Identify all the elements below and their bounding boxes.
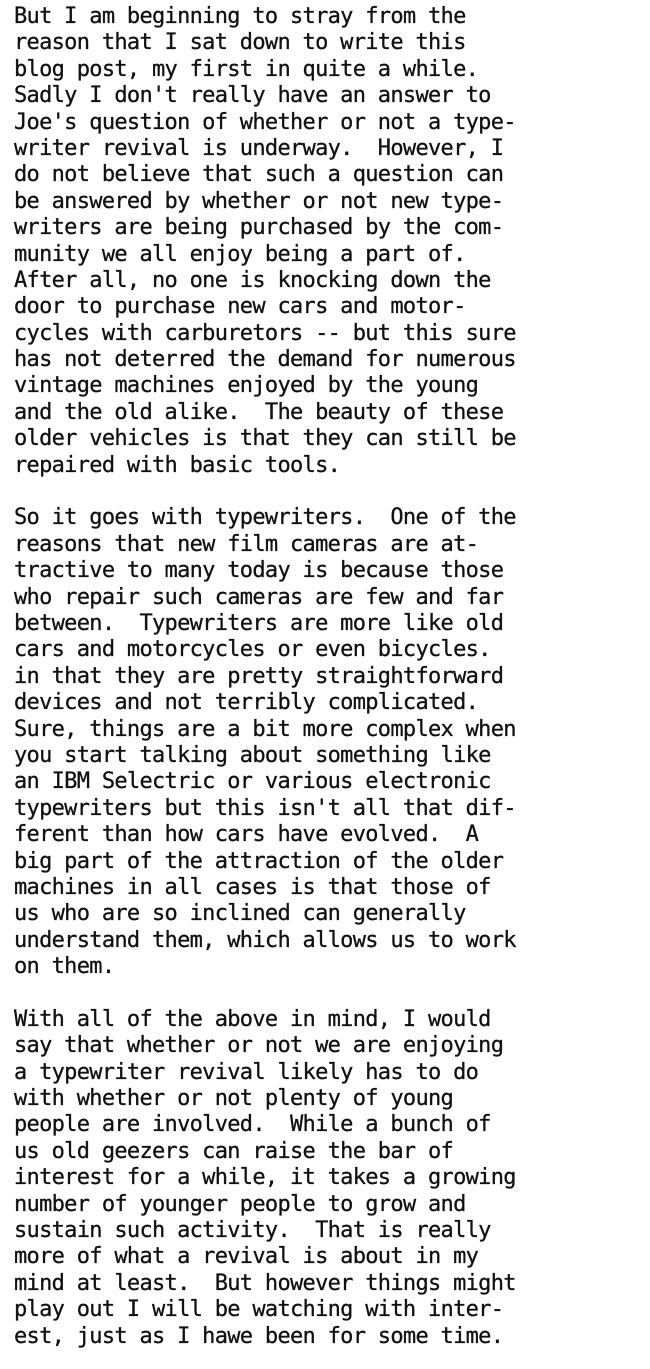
text-line: So it goes with typewriters. One of the <box>14 505 516 531</box>
text-line: reason that I sat down to write this <box>14 30 466 56</box>
text-line: door to purchase new cars and motor- <box>14 294 466 320</box>
text-line: interest for a while, it takes a growing <box>14 1165 516 1191</box>
text-line: cycles with carburetors -- but this sure <box>14 320 516 346</box>
text-line: machines in all cases is that those of <box>14 874 491 900</box>
typed-page <box>14 4 646 1350</box>
text-line: with whether or not plenty of young <box>14 1086 454 1112</box>
text-line: who repair such cameras are few and far <box>14 584 504 610</box>
text-line: est, just as I hawe been for some time. <box>14 1323 504 1349</box>
text-line: us who are so inclined can generally <box>14 901 466 927</box>
text-line: you start talking about something like <box>14 742 491 768</box>
paragraph-break <box>14 479 646 505</box>
text-line: between. Typewriters are more like old <box>14 610 504 636</box>
paragraph-3 <box>14 1007 646 1350</box>
text-line: on them. <box>14 954 115 980</box>
text-line: more of what a revival is about in my <box>14 1244 479 1270</box>
text-line: writers are being purchased by the com- <box>14 215 504 241</box>
text-line: number of younger people to grow and <box>14 1191 466 1217</box>
text-line: do not believe that such a question can <box>14 162 504 188</box>
text-line: be answered by whether or not new type- <box>14 188 504 214</box>
paragraph-break <box>14 980 646 1006</box>
text-line: repaired with basic tools. <box>14 452 341 478</box>
paragraph-2 <box>14 505 646 980</box>
text-line: sustain such activity. That is really <box>14 1217 491 1243</box>
text-line: an IBM Selectric or various electronic <box>14 769 491 795</box>
text-line: blog post, my first in quite a while. <box>14 56 479 82</box>
text-line: Joe's question of whether or not a type- <box>14 109 516 135</box>
text-line: But I am beginning to stray from the <box>14 4 466 29</box>
text-line: vintage machines enjoyed by the young <box>14 373 479 399</box>
text-line: cars and motorcycles or even bicycles. <box>14 637 491 663</box>
text-line: Sure, things are a bit more complex when <box>14 716 516 742</box>
text-line: writer revival is underway. However, I <box>14 135 504 161</box>
text-line: reasons that new film cameras are at- <box>14 531 479 557</box>
text-line: munity we all enjoy being a part of. <box>14 241 466 267</box>
text-line: mind at least. But however things might <box>14 1270 516 1296</box>
text-line: has not deterred the demand for numerous <box>14 347 516 373</box>
text-line: older vehicles is that they can still be <box>14 426 516 452</box>
text-line: and the old alike. The beauty of these <box>14 399 504 425</box>
text-line: say that whether or not we are enjoying <box>14 1033 504 1059</box>
text-line: people are involved. While a bunch of <box>14 1112 491 1138</box>
text-line: us old geezers can raise the bar of <box>14 1138 454 1164</box>
text-line: in that they are pretty straightforward <box>14 663 504 689</box>
text-line: a typewriter revival likely has to do <box>14 1059 479 1085</box>
paragraph-1 <box>14 4 646 479</box>
text-line: After all, no one is knocking down the <box>14 267 491 293</box>
text-line: devices and not terribly complicated. <box>14 690 479 716</box>
text-line: tractive to many today is because those <box>14 558 504 584</box>
text-line: big part of the attraction of the older <box>14 848 504 874</box>
text-line: ferent than how cars have evolved. A <box>14 822 479 848</box>
text-line: understand them, which allows us to work <box>14 927 516 953</box>
text-line: Sadly I don't really have an answer to <box>14 83 491 109</box>
text-line: typewriters but this isn't all that dif- <box>14 795 516 821</box>
text-line: play out I will be watching with inter- <box>14 1297 504 1323</box>
text-line: With all of the above in mind, I would <box>14 1006 491 1032</box>
